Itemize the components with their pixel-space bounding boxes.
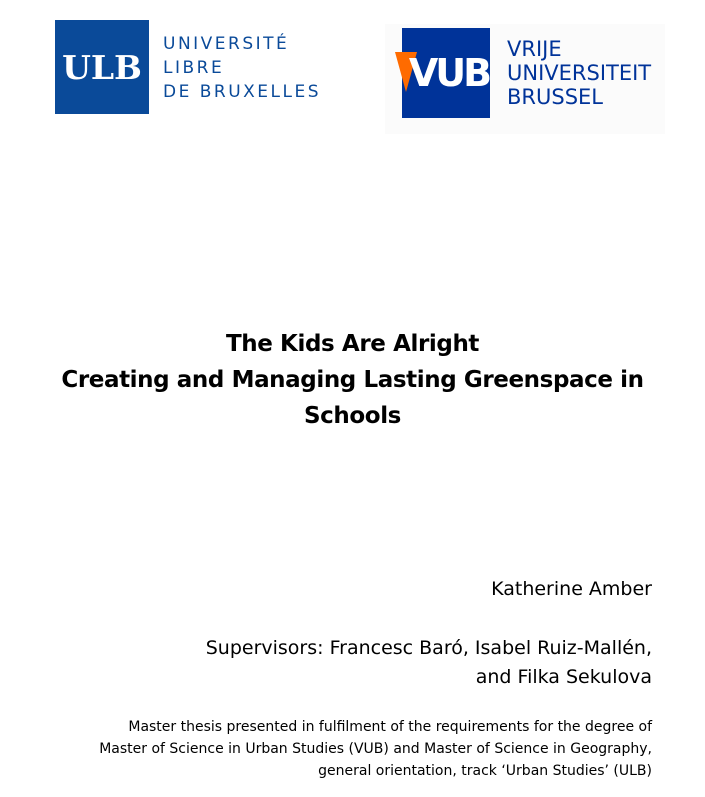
supervisors-line-1: Supervisors: Francesc Baró, Isabel Ruiz-Mallén, <box>205 637 652 659</box>
vub-logo-line-1: VRIJE <box>507 37 562 61</box>
vub-logo-line-3: BRUSSEL <box>507 85 603 109</box>
vub-logo <box>385 24 665 134</box>
title-line-3: Schools <box>304 403 401 429</box>
vub-logo-mark: VUB <box>408 51 490 95</box>
thesis-note-line-1: Master thesis presented in fulfilment of the requirements for the degree of <box>128 719 652 735</box>
ulb-logo <box>55 20 325 115</box>
ulb-logo-line-2: LIBRE <box>163 58 225 78</box>
thesis-note-line-3: general orientation, track ‘Urban Studies’ (ULB) <box>318 763 652 779</box>
title-line-2: Creating and Managing Lasting Greenspace in <box>61 367 644 393</box>
ulb-logo-line-1: UNIVERSITÉ <box>163 34 290 54</box>
thesis-note-line-2: Master of Science in Urban Studies (VUB) and Master of Science in Geography, <box>99 741 652 757</box>
supervisors-line-2: and Filka Sekulova <box>475 666 652 688</box>
author-name: Katherine Amber <box>491 578 652 600</box>
vub-logo-line-2: UNIVERSITEIT <box>507 61 652 85</box>
ulb-logo-line-3: DE BRUXELLES <box>163 82 322 102</box>
title-line-1: The Kids Are Alright <box>225 331 480 357</box>
ulb-logo-mark: ULB <box>55 20 149 114</box>
